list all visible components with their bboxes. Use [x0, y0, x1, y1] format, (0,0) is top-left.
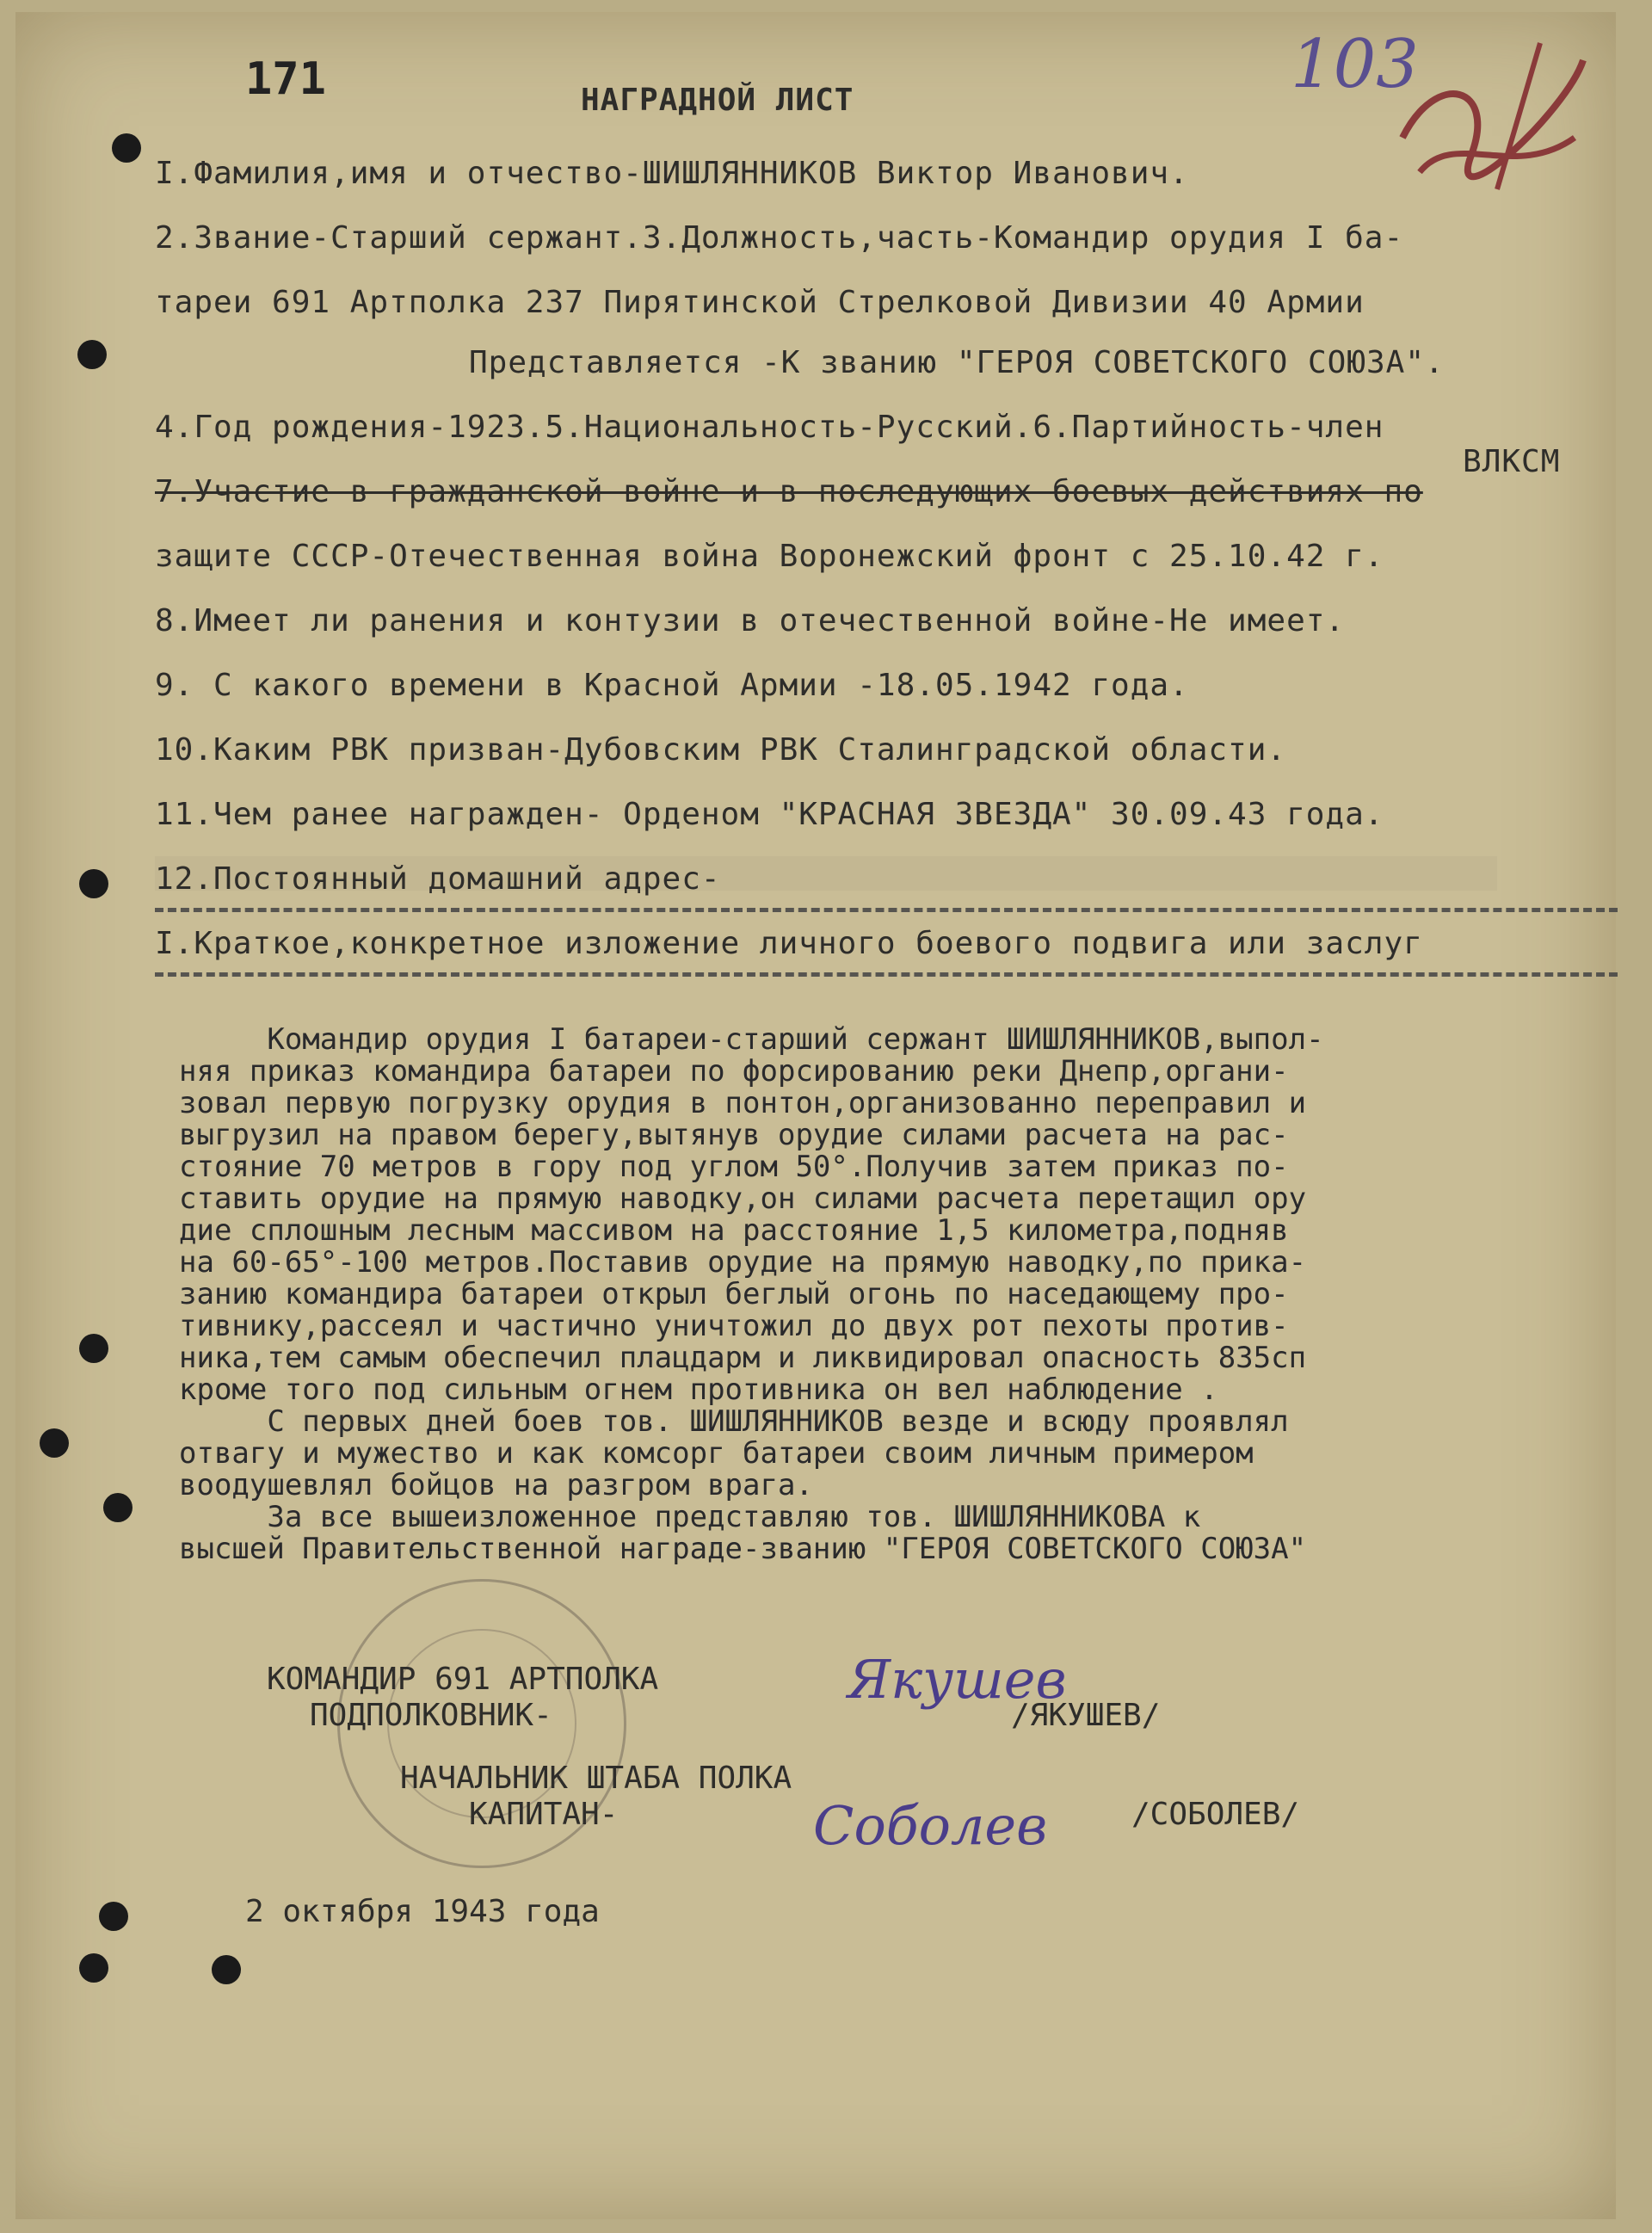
narrative-line: С первых дней боев тов. ШИШЛЯННИКОВ везде и всюду проявлял [179, 1404, 1289, 1439]
field-party-continuation: ВЛКСМ [1463, 444, 1561, 479]
chief-of-staff-title: НАЧАЛЬНИК ШТАБА ПОЛКА [400, 1761, 792, 1796]
field-war-participation: 7.Участие в гражданской войне и в последующих боевых действиях по [155, 474, 1423, 509]
chief-of-staff-name: /СОБОЛЕВ/ [1131, 1797, 1300, 1832]
field-front: защите СССР-Отечественная война Воронежский фронт с 25.10.42 г. [155, 539, 1384, 574]
punch-hole [103, 1493, 133, 1522]
handwritten-scribble-icon [1368, 34, 1609, 198]
narrative-line: занию командира батареи открыл беглый огонь по наседающему про- [179, 1277, 1289, 1311]
document-title: НАГРАДНОЙ ЛИСТ [581, 83, 854, 118]
field-rank-position: 2.Звание-Старший сержант.3.Должность,часть-Командир орудия I ба- [155, 220, 1404, 256]
punch-hole [79, 1334, 108, 1363]
commander-name: /ЯКУШЕВ/ [1011, 1698, 1161, 1733]
narrative-line: Командир орудия I батареи-старший сержант ШИШЛЯННИКОВ,выпол- [179, 1022, 1324, 1057]
narrative-line: дие сплошным лесным массивом на расстояние 1,5 километра,подняв [179, 1213, 1289, 1248]
document-date: 2 октября 1943 года [245, 1894, 600, 1929]
field-previous-awards: 11.Чем ранее награжден- Орденом "КРАСНАЯ ЗВЕЗДА" 30.09.43 года. [155, 797, 1384, 832]
narrative-line: высшей Правительственной награде-званию "ГЕРОЯ СОВЕТСКОГО СОЮЗА" [179, 1532, 1307, 1566]
chief-of-staff-signature: Соболев [813, 1794, 1048, 1857]
narrative-line: За все вышеизложенное представляю тов. ШИШЛЯННИКОВА к [179, 1500, 1201, 1534]
commander-signature: Якушев [848, 1648, 1067, 1711]
punch-hole [77, 340, 107, 369]
punch-hole [79, 869, 108, 898]
narrative-line: ставить орудие на прямую наводку,он силами расчета перетащил ору [179, 1181, 1307, 1216]
narrative-line: на 60-65°-100 метров.Поставив орудие на прямую наводку,по прика- [179, 1245, 1307, 1280]
narrative-line: выгрузил на правом берегу,вытянув орудие силами расчета на рас- [179, 1118, 1289, 1152]
narrative-line: стояние 70 метров в гору под углом 50°.Получив затем приказ по- [179, 1150, 1289, 1184]
commander-title: КОМАНДИР 691 АРТПОЛКА [267, 1662, 659, 1697]
punch-hole [40, 1428, 69, 1458]
punch-hole [112, 133, 141, 163]
sheet-number: 171 [245, 53, 326, 105]
narrative-line: зовал первую погрузку орудия в понтон,организованно переправил и [179, 1086, 1307, 1120]
handwritten-number: 103 [1291, 26, 1419, 103]
field-nominated-for: Представляется -К званию "ГЕРОЯ СОВЕТСКОГО СОЮЗА". [469, 345, 1445, 380]
punch-hole [99, 1902, 128, 1931]
chief-of-staff-rank: КАПИТАН- [469, 1797, 619, 1832]
narrative-line: тивнику,рассеял и частично уничтожил до двух рот пехоты против- [179, 1309, 1289, 1343]
commander-rank: ПОДПОЛКОВНИК- [310, 1698, 552, 1733]
narrative-line: няя приказ командира батареи по форсированию реки Днепр,органи- [179, 1054, 1289, 1089]
section-heading: I.Краткое,конкретное изложение личного боевого подвига или заслуг [155, 926, 1423, 961]
narrative-line: отвагу и мужество и как комсорг батареи своим личным примером [179, 1436, 1254, 1471]
narrative-line: кроме того под сильным огнем противника он вел наблюдение . [179, 1372, 1218, 1407]
field-army-since: 9. С какого времени в Красной Армии -18.05.1942 года. [155, 668, 1189, 703]
field-name: I.Фамилия,имя и отчество-ШИШЛЯННИКОВ Виктор Иванович. [155, 156, 1189, 191]
punch-hole [79, 1953, 108, 1983]
punch-hole [212, 1955, 241, 1984]
narrative-line: воодушевлял бойцов на разгром врага. [179, 1468, 813, 1502]
narrative-line: ника,тем самым обеспечил плацдарм и ликвидировал опасность 835сп [179, 1341, 1307, 1375]
field-home-address: 12.Постоянный домашний адрес- [155, 861, 721, 897]
field-birth-nationality-party: 4.Год рождения-1923.5.Национальность-Русский.6.Партийность-член [155, 410, 1384, 445]
dashed-divider [155, 908, 1618, 912]
field-unit: тареи 691 Артполка 237 Пирятинской Стрелковой Дивизии 40 Армии [155, 285, 1365, 320]
field-draft-office: 10.Каким РВК призван-Дубовским РВК Сталинградской области. [155, 732, 1287, 768]
field-wounds: 8.Имеет ли ранения и контузии в отечественной войне-Не имеет. [155, 603, 1346, 638]
dashed-divider [155, 972, 1618, 977]
